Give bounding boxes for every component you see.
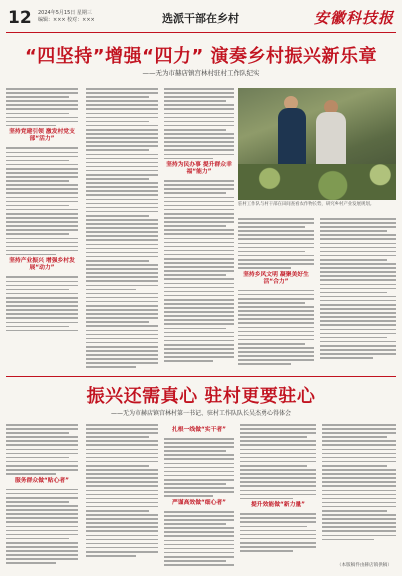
newspaper-page [6, 4, 396, 572]
article1-column-5 [320, 218, 396, 361]
newspaper-logo: 安徽科技报 [313, 9, 394, 27]
article1-column-2 [86, 88, 158, 370]
article1-column-3 [164, 88, 234, 364]
section-heading: 服务群众做“贴心者” [15, 477, 69, 484]
village-field-photo [238, 88, 396, 200]
article2-column-3 [164, 424, 234, 568]
date-line: 2024年5月15日 星期三 [38, 10, 92, 16]
section-heading: 坚持乡风文明 凝聚美好生活“合力” [243, 271, 309, 285]
article2-footer: （本版稿件由赫店镇供稿） [336, 563, 392, 568]
article2-column-1 [6, 424, 78, 567]
article1-column-1 [6, 88, 78, 334]
article1-subheadline: ——无为市赫店镇宫林村驻村工作队纪实 [142, 69, 260, 77]
section-heading: 坚持党建引领 激发村党支部“活力” [9, 129, 75, 143]
article2-column-5 [322, 424, 396, 543]
section-heading: 坚持产业振兴 增强乡村发展“动力” [9, 258, 75, 272]
edition-line: 编辑：××× 校对：××× [38, 17, 95, 23]
article1-column-4 [238, 218, 314, 368]
page-header [6, 4, 396, 33]
article2-headline: 振兴还需真心 驻村更要驻心 [86, 386, 316, 407]
article2-column-4 [240, 424, 316, 554]
article1-headline: “四坚持”增强“四力” 演奏乡村振兴新乐章 [24, 46, 378, 67]
section-heading: 严谨高效做“细心者” [172, 499, 226, 506]
header-meta [38, 10, 98, 24]
page-number: 12 [8, 8, 32, 28]
section-heading: 扎根一线做“实干者” [172, 427, 226, 433]
article2-subheadline: ——无为市赫店镇宫林村第一书记、驻村工作队队长吴杰勇心得体会 [110, 410, 291, 417]
article-divider [6, 376, 396, 377]
photo-caption: 驻村工作队与村干部在田间查看农作物长势，研究乡村产业发展规划。 [238, 202, 375, 207]
section-heading: 提升效能做“新力量” [251, 502, 305, 509]
section-heading: 坚持为民办事 提升群众幸福“能力” [166, 162, 232, 176]
section-title: 选派干部在乡村 [162, 12, 239, 25]
article2-column-2 [86, 424, 158, 559]
